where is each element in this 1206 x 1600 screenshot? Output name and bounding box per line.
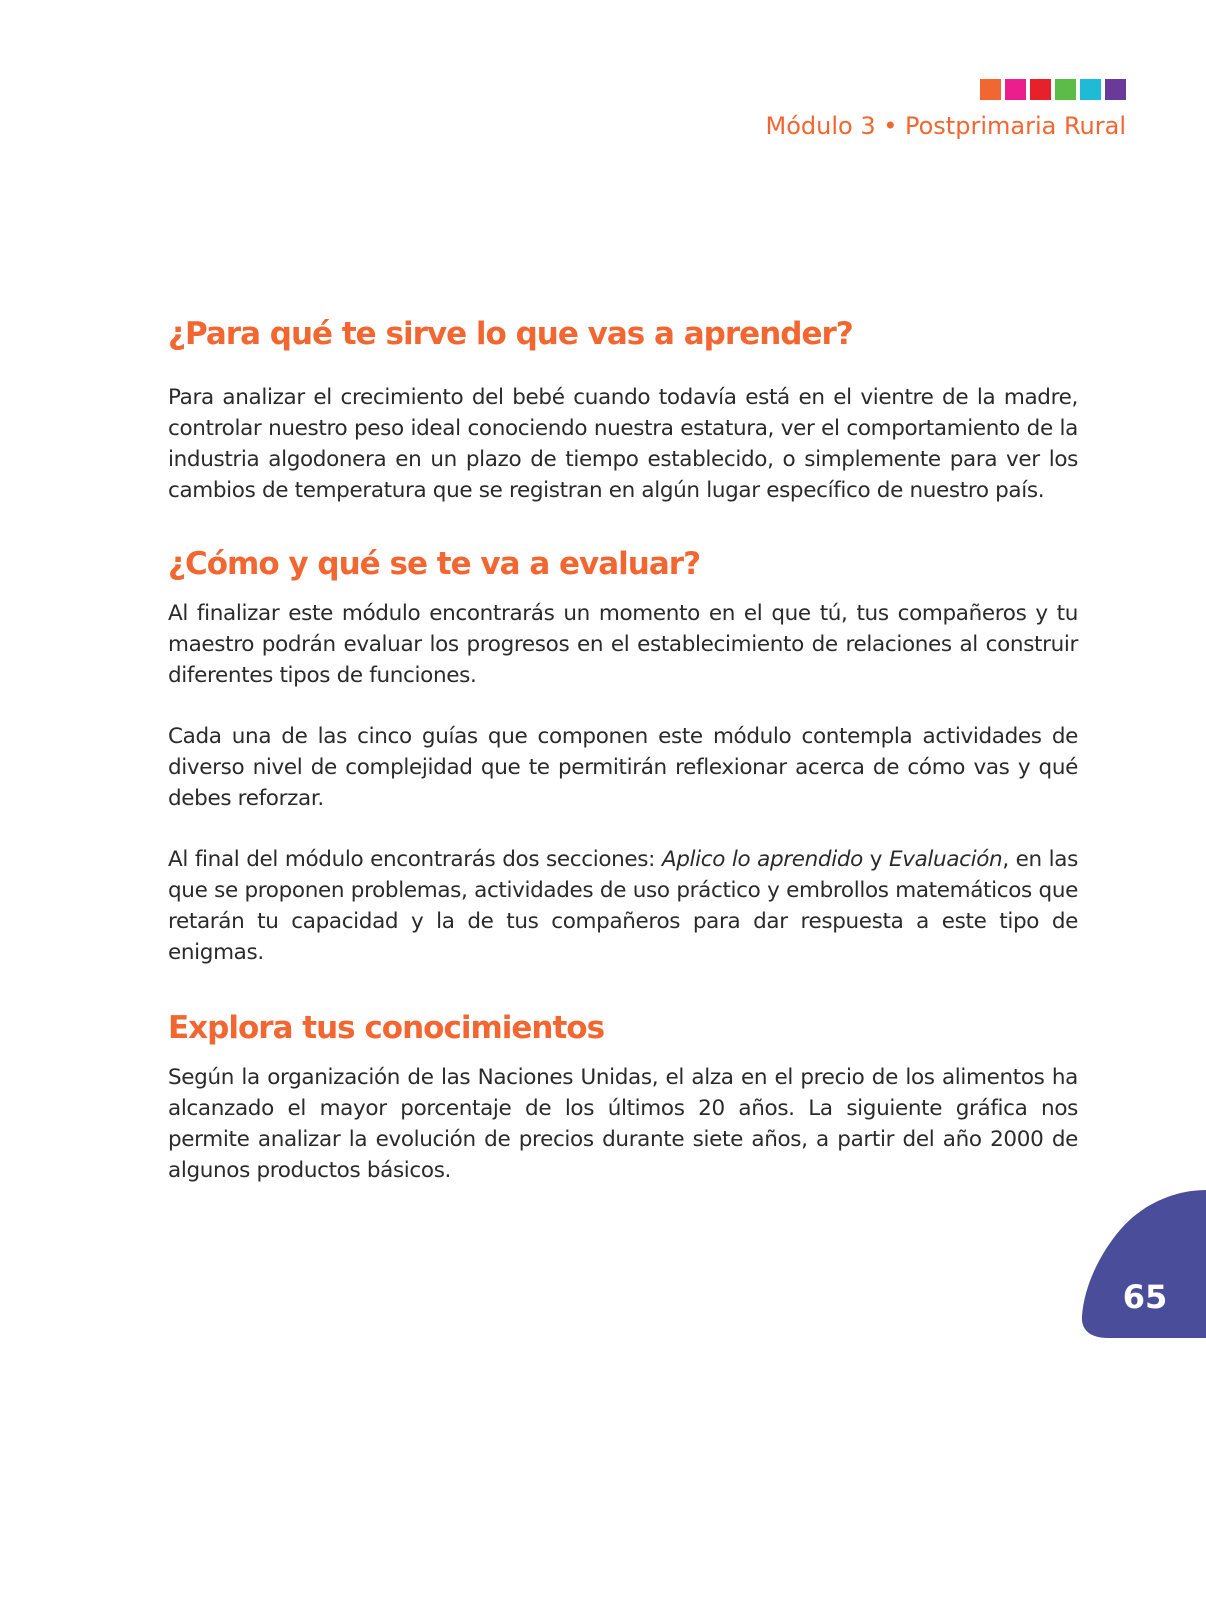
paragraph-evaluation-1: Al finalizar este módulo encontrarás un momento en el que tú, tus compañeros y tu maestro podrán evaluar los progresos en el establecimiento de relaciones al construir diferentes tipos de funciones. — [168, 601, 1078, 688]
color-strip — [980, 79, 1126, 100]
paragraph-text: , en las que se proponen problemas, actividades de uso práctico y embrollos matemáticos que retarán tu capacidad y la de tus compañeros para dar respuesta a este tipo de enigmas. — [168, 847, 1078, 965]
paragraph-text: Al final del módulo encontrarás dos secciones: — [168, 847, 662, 872]
paragraph-evaluation-3 — [168, 844, 1078, 968]
section-heading-purpose: ¿Para qué te sirve lo que vas a aprender? — [168, 316, 853, 352]
color-square-cyan — [1080, 79, 1101, 100]
color-square-red — [1030, 79, 1051, 100]
page-content — [168, 312, 1078, 1186]
section-heading-evaluation: ¿Cómo y qué se te va a evaluar? — [168, 546, 701, 582]
paragraph-evaluation-2: Cada una de las cinco guías que componen este módulo contempla actividades de diverso nivel de complejidad que te permitirán reflexionar acerca de cómo vas y qué debes reforzar. — [168, 724, 1078, 811]
paragraph-explore: Según la organización de las Naciones Unidas, el alza en el precio de los alimentos ha alcanzado el mayor porcentaje de los últimos 20 años. La siguiente gráfica nos permite analizar la evolución de precios durante siete años, a partir del año 2000 de algunos productos básicos. — [168, 1065, 1078, 1183]
running-head: Módulo 3 • Postprimaria Rural — [765, 112, 1126, 140]
page-number: 65 — [1122, 1278, 1168, 1316]
color-square-purple — [1105, 79, 1126, 100]
color-square-magenta — [1005, 79, 1026, 100]
section-name-evaluacion: Evaluación — [889, 847, 1003, 872]
paragraph-purpose: Para analizar el crecimiento del bebé cuando todavía está en el vientre de la madre, controlar nuestro peso ideal conociendo nuestra estatura, ver el comportamiento de la industria algodonera en un plazo de tiempo establecido, o simplemente para ver los cambios de temperatura que se registran en algún lugar específico de nuestro país. — [168, 385, 1078, 503]
section-heading-explore: Explora tus conocimientos — [168, 1010, 605, 1046]
color-square-green — [1055, 79, 1076, 100]
section-name-aplico: Aplico lo aprendido — [661, 847, 863, 872]
color-square-orange — [980, 79, 1001, 100]
paragraph-text: y — [862, 847, 889, 872]
